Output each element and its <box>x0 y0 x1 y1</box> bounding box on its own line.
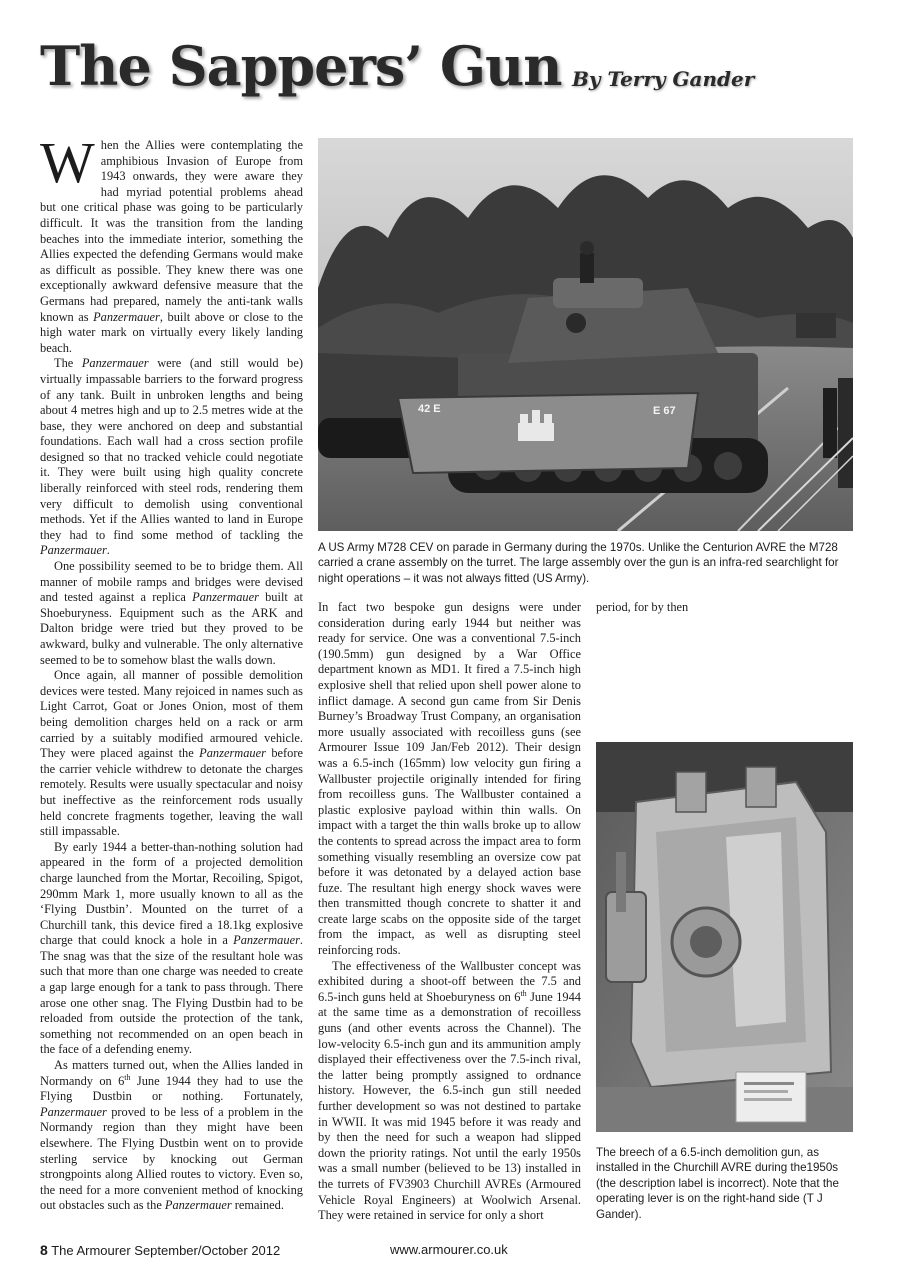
paragraph-3: One possibility seemed to be to bridge them. All manner of mobile ramps and bridges were devised and tested against a replica Panzermauer built at Shoeburyness. Equipment such as the ARK and Dalton bridge were tried but they proved to be awkward, bulky and vulnerable. The only alternative seemed to be to somehow blast the walls down. <box>40 559 303 667</box>
article-column-2 <box>318 600 581 1230</box>
page-number: 8 <box>40 1242 48 1258</box>
article-column-1 <box>40 138 303 1230</box>
magazine-issue: The Armourer September/October 2012 <box>51 1243 281 1258</box>
tank-photo-caption: A US Army M728 CEV on parade in Germany during the 1970s. Unlike the Centurion AVRE the M728 carried a crane assembly on the turret. The large assembly over the gun is an infra-red searchlight for night operations – it was not always fitted (US Army). <box>318 541 839 585</box>
paragraph-4: Once again, all manner of possible demolition devices were tested. Many rejoiced in names such as Light Carrot, Goat or Jones Onion, most of them being demolition charges held on a rack or arm carried by a suitably modified armoured vehicle. They were placed against the Panzermauer before the carrier vehicle withdrew to detonate the charges remotely. Results were usually spectacular and noisy but ineffective as the reinforcement rods usually held concrete fragments together, leaving the wall still impassable. <box>40 668 303 839</box>
breech-photo-caption: The breech of a 6.5-inch demolition gun, as installed in the Churchill AVRE during the1950s (the description label is incorrect). Note that the operating lever is on the right-hand side (T J Gander). <box>596 1146 839 1221</box>
paragraph-8-continued: period, for by then <box>596 600 689 614</box>
article-column-3 <box>596 600 853 730</box>
tank-marking-right: E 67 <box>653 405 676 417</box>
page-footer-left <box>40 1242 280 1258</box>
tank-parade-photo <box>318 138 853 531</box>
drop-cap: W <box>40 138 95 195</box>
paragraph-5: By early 1944 a better-than-nothing solution had appeared in the form of a projected demolition charge launched from the Mortar, Recoiling, Spigot, 290mm Mark 1, more usually known to all as the ‘Flying Dustbin’. Mounted on the turret of a Churchill tank, this device fired a 18.1kg explosive charge that could knock a hole in a Panzermauer. The snag was that the size of the resultant hole was such that more than one charge was needed to create a gap large enough for a tank to pass through. There arose one other snag. The Flying Dustbin had to be reloaded from outside the protection of the tank, something not recommended on an open beach in the face of a defending enemy. <box>40 839 303 1057</box>
article-title: The Sappers’ Gun <box>40 34 562 98</box>
paragraph-7: In fact two bespoke gun designs were under consideration during early 1944 but neither was ready for service. One was a conventional 7.5-inch (190.5mm) gun designed by a War Office department known as MD1. It fired a 7.5-inch high explosive shell that relied upon shell power alone to inflict damage. A second gun came from Sir Denis Burney’s Broadway Trust Company, an organisation more usually associated with recoilless guns (see Armourer Issue 109 Jan/Feb 2012). Their design was a 6.5-inch (165mm) low velocity gun firing a Wallbuster projectile originally intended for firing from recoilless guns. The Wallbuster contained a plastic explosive payload within thin walls. On impact with a target the thin walls broke up to allow the contents to spread across the impact area to form something visually resembling an oversize cow pat before it was detonated by a delayed action base fuze. The resultant high energy shock waves were then transmitted though concrete to shatter it and create large scabs on the opposite side of the target from the impact, as well as disrupting steel reinforcing rods. <box>318 600 581 958</box>
paragraph-8: The effectiveness of the Wallbuster concept was exhibited during a shoot-off between the 7.5 and 6.5-inch guns held at Shoeburyness on 6th June 1944 at the same time as a demonstration of recoilless guns (and other events across the Channel). The low-velocity 6.5-inch gun and its ammunition amply displayed their effectiveness over the 7.5-inch rival, the latter being promptly assigned to ordnance history. However, the 6.5-inch gun still needed further development so was not destined to partake in WWII. It was mid 1945 before it was ready and by then the need for such a weapon had slipped down the priority ratings. Not until the early 1950s was a small number (believed to be 13) installed in the turrets of FV3903 Churchill AVREs (Armoured Vehicle Royal Engineers) at Woolwich Arsenal. They were retained in service for only a short <box>318 958 581 1223</box>
article-byline: By Terry Gander <box>572 67 755 91</box>
footer-website: www.armourer.co.uk <box>390 1242 508 1257</box>
tank-marking-left: 42 E <box>418 403 441 415</box>
paragraph-6: As matters turned out, when the Allies landed in Normandy on 6th June 1944 they had to use the Flying Dustbin or nothing. Fortunately, Panzermauer proved to be less of a problem in the Normandy region than they might have been elsewhere. The Flying Dustbin went on to provide sterling service by knocking out German strongpoints along Allied routes to victory. Even so, the need for a more convenient method of knocking out obstacles such as the Panzermauer remained. <box>40 1058 303 1213</box>
paragraph-2: The Panzermauer were (and still would be) virtually impassable barriers to the forward progress of any tank. Built in unbroken lengths and being about 4 metres high and up to 2.5 metres wide at the base, they were anchored on deep and substantial foundations. Each wall had a cross section profile designed so that no tracked vehicle could negotiate it. They were built using high quality concrete liberally reinforced with steel rods, rendering them very difficult to demolish using conventional methods. Yet if the Allies wanted to land in Europe they had to find some method of tackling the Panzermauer. <box>40 356 303 558</box>
gun-breech-photo <box>596 742 853 1132</box>
paragraph-1: When the Allies were contemplating the amphibious Invasion of Europe from 1943 onwards, they were aware they had myriad potential problems ahead but one critical phase was going to be particularly difficult. It was the transition from the landing beaches into the immediate interior, something the Allies expected the defending Germans would make as difficult as possible. They knew there was one exceptionally awkward defensive measure that the Germans had prepared, namely the anti-tank walls known as Panzermauer, built above or close to the high water mark on virtually every likely landing beach. <box>40 138 303 355</box>
